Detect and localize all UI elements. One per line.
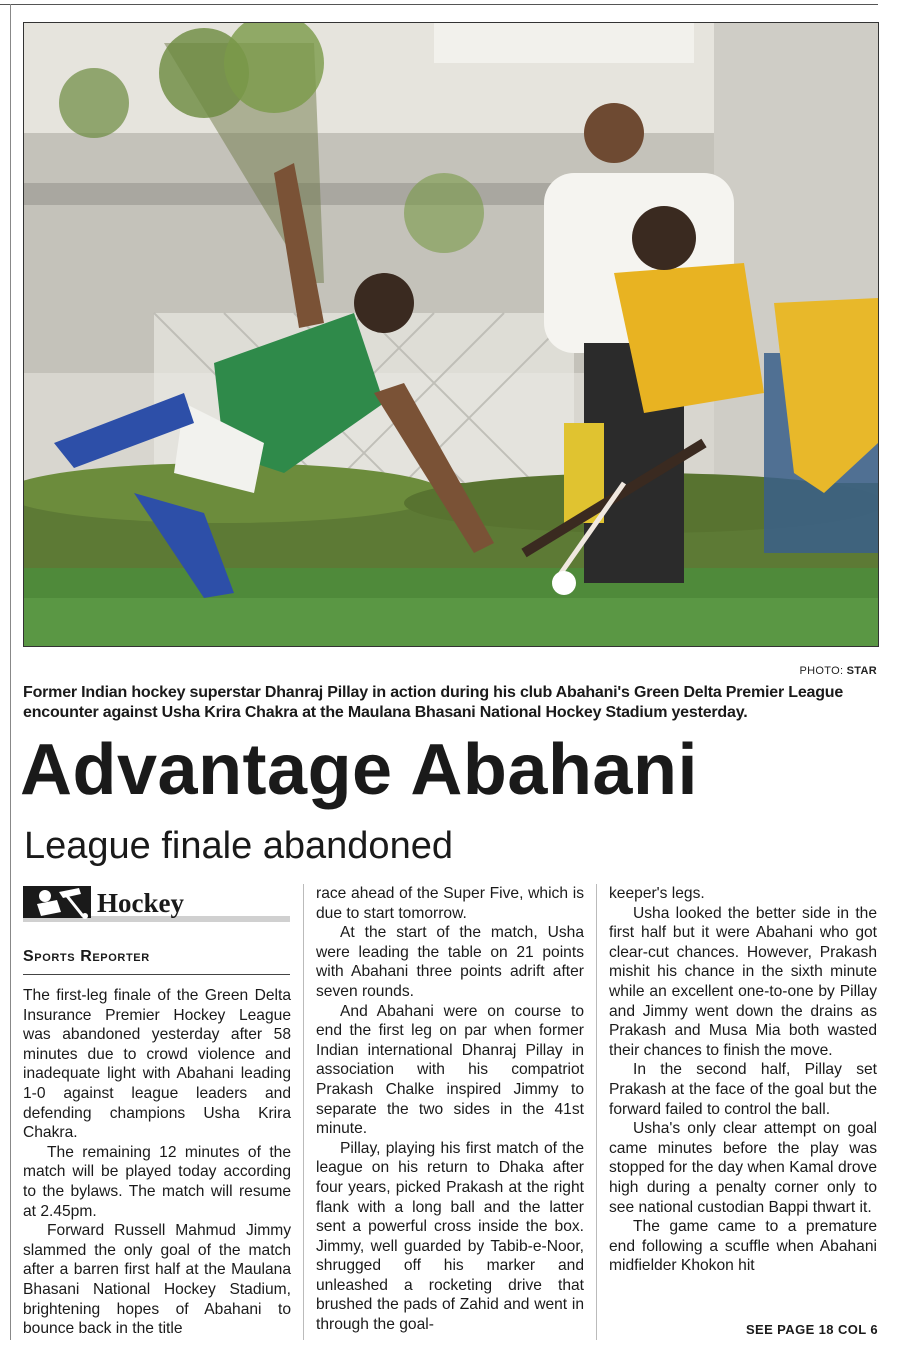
paragraph: race ahead of the Super Five, which is due to start tomorrow. — [316, 885, 584, 922]
paragraph: And Abahani were on course to end the first leg on par when former Indian international Dhanraj Pillay in association with his compatriot Prakash Chalke inspired Jimmy to separate the two sides in the 41st minute. — [316, 1002, 584, 1138]
news-photo — [23, 22, 879, 647]
article-column-2 — [316, 884, 584, 1335]
paragraph: keeper's legs. — [609, 885, 705, 902]
paragraph: At the start of the match, Usha were leading the table on 21 points with Abahani three points adrift after seven rounds. — [316, 924, 584, 1000]
photo-credit-label: PHOTO: — [799, 665, 844, 677]
photo-caption: Former Indian hockey superstar Dhanraj Pillay in action during his club Abahani's Green Delta Premier League encounter against Usha Krira Chakra at the Maulana Bhasani National Hockey Stadium yesterday. — [23, 684, 844, 721]
paragraph: Pillay, playing his first match of the league on his return to Dhaka after four years, picked Prakash at the right flank with a long ball and the latter sent a powerful cross inside the box. Jimmy, well guarded by Tabib-e-Noor, shrugged off his marker and unleashed a rocketing drive that brushed the pads of Zahid and went in through the goal- — [316, 1139, 584, 1334]
byline-rule — [23, 974, 290, 975]
subheadline: League finale abandoned — [24, 825, 453, 867]
paragraph: Usha's only clear attempt on goal came minutes before the play was stopped for the day when Kamal drove high during a penalty corner only to see national custodian Bappi thwart it. — [609, 1120, 877, 1216]
byline: Sports Reporter — [23, 948, 150, 965]
paragraph: Usha looked the better side in the first half but it were Abahani who got clear-cut chances. However, Prakash mishit his chance in the sixth minute while an excellent one-to-one by Pillay and Jimmy went down the drains as Prakash and Musa Mia both wasted their chances to finish the move. — [609, 904, 877, 1059]
paragraph: The game came to a premature end following a scuffle when Abahani midfielder Khokon hit — [609, 1218, 877, 1275]
paragraph: The first-leg finale of the Green Delta Insurance Premier Hockey League was abandoned yesterday after 58 minutes due to crowd violence and inadequate light with Abahani leading 1-0 against league leaders and defending champions Usha Krira Chakra. — [23, 987, 291, 1142]
paragraph: The remaining 12 minutes of the match will be played today according to the bylaws. The match will resume at 2.45pm. — [23, 1143, 291, 1220]
photo-credit-source: STAR — [846, 665, 877, 677]
section-kicker — [23, 882, 290, 926]
left-margin-rule — [10, 4, 11, 1340]
article-column-1 — [23, 986, 291, 1339]
paragraph: Forward Russell Mahmud Jimmy slammed the only goal of the match after a barren first half at the Maulana Bhasani National Hockey Stadium, brightening hopes of Abahani to bounce back in the title — [23, 1222, 291, 1338]
continuation-note: SEE PAGE 18 COL 6 — [745, 1322, 878, 1337]
top-rule — [0, 4, 878, 5]
hockey-player-icon — [23, 882, 93, 922]
paragraph: In the second half, Pillay set Prakash at the face of the goal but the forward failed to control the ball. — [609, 1061, 877, 1118]
section-label: Hockey — [97, 888, 184, 918]
hockey-action-photo — [24, 23, 878, 646]
article-column-3 — [609, 884, 877, 1276]
photo-credit — [700, 665, 877, 677]
column-divider — [303, 884, 304, 1340]
column-divider — [596, 884, 597, 1340]
headline: Advantage Abahani — [20, 730, 698, 810]
